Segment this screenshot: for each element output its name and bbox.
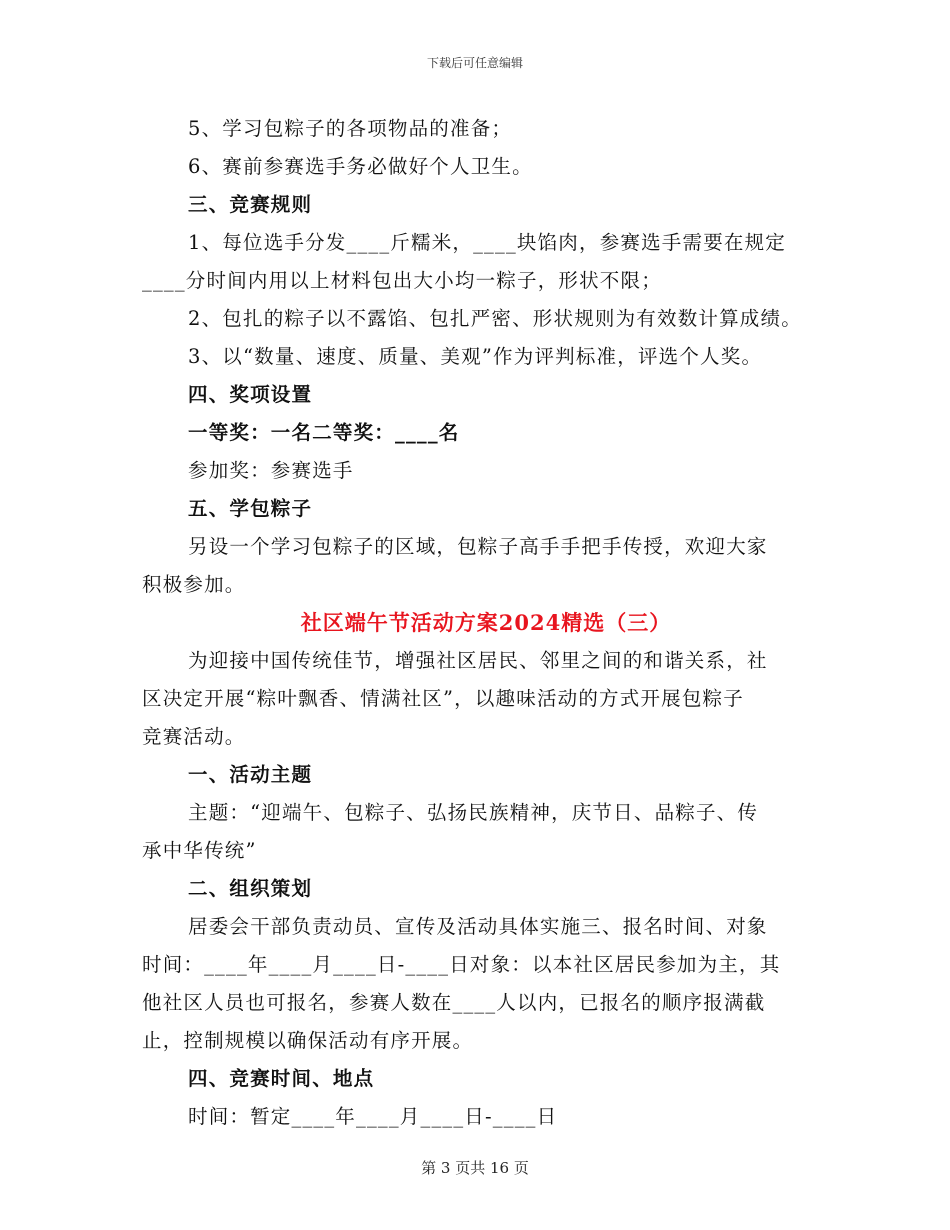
organization-line-2: 时间：____年____月____日-____日对象：以本社区居民参加为主，其 bbox=[142, 953, 781, 976]
organization-line-3: 他社区人员也可报名，参赛人数在____人以内，已报名的顺序报满截 bbox=[142, 991, 766, 1014]
organization-line-4: 止，控制规模以确保活动有序开展。 bbox=[142, 1029, 474, 1052]
section-heading-time-place: 四、竞赛时间、地点 bbox=[188, 1067, 375, 1090]
awards-participation: 参加奖：参赛选手 bbox=[188, 459, 354, 482]
rule-2: 2、包扎的粽子以不露馅、包扎严密、形状规则为有效数计算成绩。 bbox=[188, 307, 802, 330]
theme-line-1: 主题：“迎端午、包粽子、弘扬民族精神，庆节日、品粽子、传 bbox=[188, 801, 759, 824]
learning-line-1: 另设一个学习包粽子的区域，包粽子高手手把手传授，欢迎大家 bbox=[188, 535, 768, 558]
list-item-5: 5、学习包粽子的各项物品的准备； bbox=[188, 117, 513, 140]
rule-1-line-2: ____分时间内用以上材料包出大小均一粽子，形状不限； bbox=[142, 269, 662, 292]
page-header: 下载后可任意编辑 bbox=[426, 56, 523, 70]
time-line: 时间：暂定____年____月____日-____日 bbox=[188, 1105, 558, 1128]
section-heading-organization: 二、组织策划 bbox=[188, 877, 313, 900]
intro-line-2: 区决定开展“粽叶飘香、情满社区”，以趣味活动的方式开展包粽子 bbox=[142, 687, 744, 710]
section-heading-awards: 四、奖项设置 bbox=[188, 383, 313, 406]
learning-line-2: 积极参加。 bbox=[142, 573, 246, 596]
intro-line-1: 为迎接中国传统佳节，增强社区居民、邻里之间的和谐关系，社 bbox=[188, 649, 768, 672]
section-heading-rules: 三、竞赛规则 bbox=[188, 193, 313, 216]
section-heading-learning: 五、学包粽子 bbox=[188, 497, 313, 520]
intro-line-3: 竞赛活动。 bbox=[142, 725, 246, 748]
section-title: 社区端午节活动方案2024精选（三） bbox=[300, 610, 672, 635]
rule-3: 3、以“数量、速度、质量、美观”作为评判标准，评选个人奖。 bbox=[188, 345, 763, 368]
awards-first-second: 一等奖：一名二等奖：____名 bbox=[188, 421, 460, 444]
theme-line-2: 承中华传统” bbox=[142, 839, 257, 862]
rule-1-line-1: 1、每位选手分发____斤糯米，____块馅肉，参赛选手需要在规定 bbox=[188, 231, 787, 254]
list-item-6: 6、赛前参赛选手务必做好个人卫生。 bbox=[188, 155, 533, 178]
section-heading-theme: 一、活动主题 bbox=[188, 763, 313, 786]
page-footer: 第 3 页共 16 页 bbox=[421, 1159, 529, 1177]
document-body bbox=[142, 110, 822, 1136]
organization-line-1: 居委会干部负责动员、宣传及活动具体实施三、报名时间、对象 bbox=[188, 915, 768, 938]
